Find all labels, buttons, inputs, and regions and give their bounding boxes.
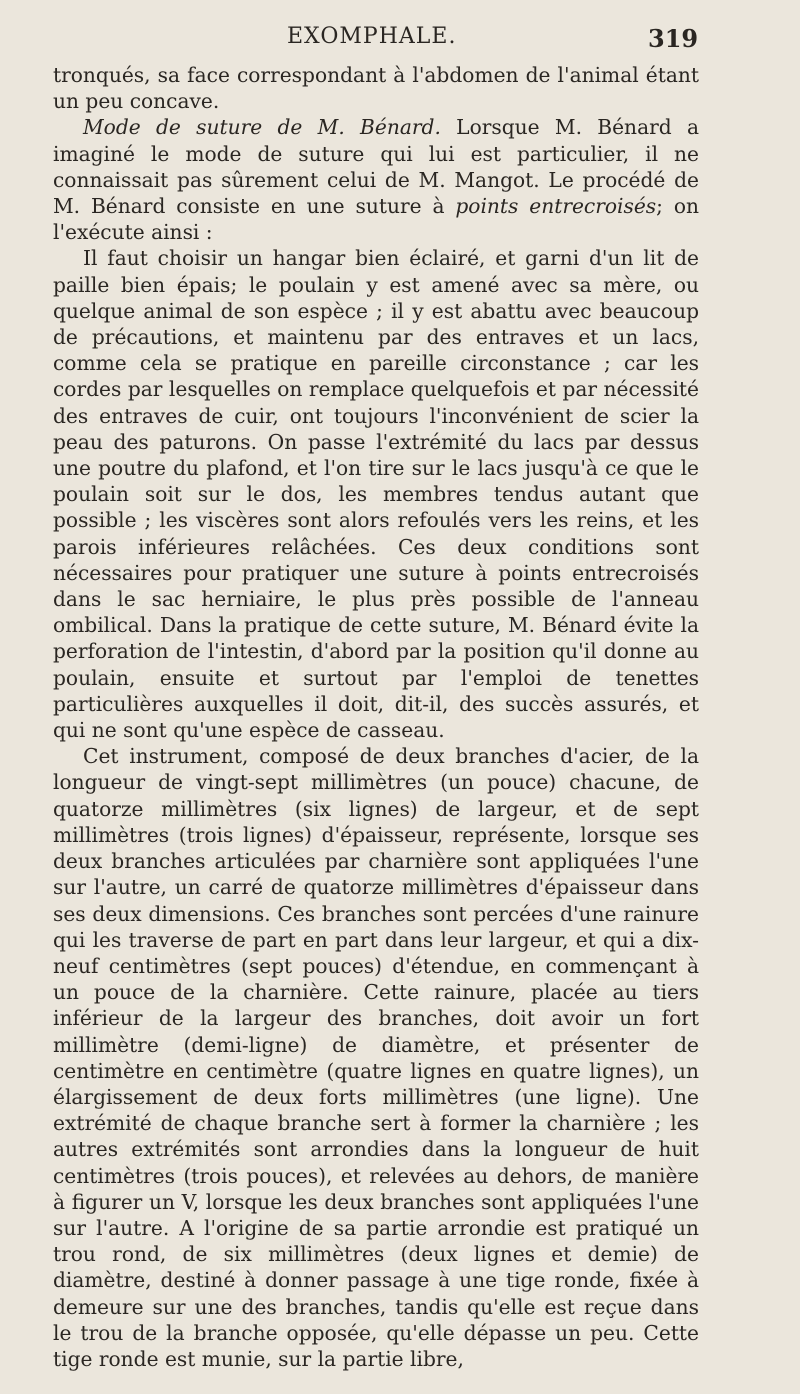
running-title: EXOMPHALE.	[287, 24, 457, 49]
paragraph: Il faut choisir un hangar bien éclairé, et garni d'un lit de paille bien épais; le poulain y est amené avec sa mère, ou quelque animal de son espèce ; il y est abattu avec beaucoup de précautions, et maintenu par des entraves et un lacs, comme cela se pratique en pareille circonstance ; car les cordes par lesquelles on remplace quelquefois et par nécessité des entraves de cuir, ont toujours l'inconvénient de scier la peau des paturons. On passe l'extrémité du lacs par dessus une poutre du plafond, et l'on tire sur le lacs jusqu'à ce que le poulain soit sur le dos, les membres tendus autant que possible ; les viscères sont alors refoulés vers les reins, et les parois inférieures relâchées. Ces deux conditions sont nécessaires pour pratiquer une suture à points entrecroisés dans le sac herniaire, le plus près possible de l'anneau ombilical. Dans la pratique de cette suture, M. Bénard évite la perforation de l'intestin, d'abord par la position qu'il donne au poulain, ensuite et surtout par l'emploi de tenettes particulières auxquelles il doit, dit-il, des succès assurés, et qui ne sont qu'une espèce de casseau.	[53, 246, 699, 743]
paragraph-text: ; on l'exécute ainsi :	[53, 194, 699, 245]
section-heading: Mode de suture de M. Bénard.	[83, 115, 441, 140]
body-text	[53, 62, 699, 1372]
page-number: 319	[648, 24, 699, 53]
paragraph	[53, 114, 699, 245]
paragraph-text: Lorsque M. Bénard a imaginé le mode de suture qui lui est particulier, il ne connaissait pas sûrement celui de M. Mangot. Le procédé de M. Bénard consiste en une suture à	[53, 115, 699, 219]
emphasis-text: points entrecroisés	[455, 194, 657, 219]
paragraph: tronqués, sa face correspondant à l'abdomen de l'animal étant un peu concave.	[53, 63, 699, 114]
paragraph: Cet instrument, composé de deux branches d'acier, de la longueur de vingt-sept millimètres (un pouce) chacune, de quatorze millimètres (six lignes) de largeur, et de sept millimètres (trois lignes) d'épaisseur, représente, lorsque ses deux branches articulées par charnière sont appliquées l'une sur l'autre, un carré de quatorze millimètres d'épaisseur dans ses deux dimensions. Ces branches sont percées d'une rainure qui les traverse de part en part dans leur largeur, et qui a dix-neuf centimètres (sept pouces) d'étendue, en commençant à un pouce de la charnière. Cette rainure, placée au tiers inférieur de la largeur des branches, doit avoir un fort millimètre (demi-ligne) de diamètre, et présenter de centimètre en centimètre (quatre lignes en quatre lignes), un élargissement de deux forts millimètres (une ligne). Une extrémité de chaque branche sert à former la charnière ; les autres extrémités sont arrondies dans la longueur de huit centimètres (trois pouces), et relevées au dehors, de manière à figurer un V, lorsque les deux branches sont appliquées l'une sur l'autre. A l'origine de sa partie arrondie est pratiqué un trou rond, de six millimètres (deux lignes et demie) de diamètre, destiné à donner passage à une tige ronde, fixée à demeure sur une des branches, tandis qu'elle est reçue dans le trou de la branche opposée, qu'elle dépasse un peu. Cette tige ronde est munie, sur la partie libre,	[53, 744, 699, 1371]
page-header	[0, 24, 800, 60]
